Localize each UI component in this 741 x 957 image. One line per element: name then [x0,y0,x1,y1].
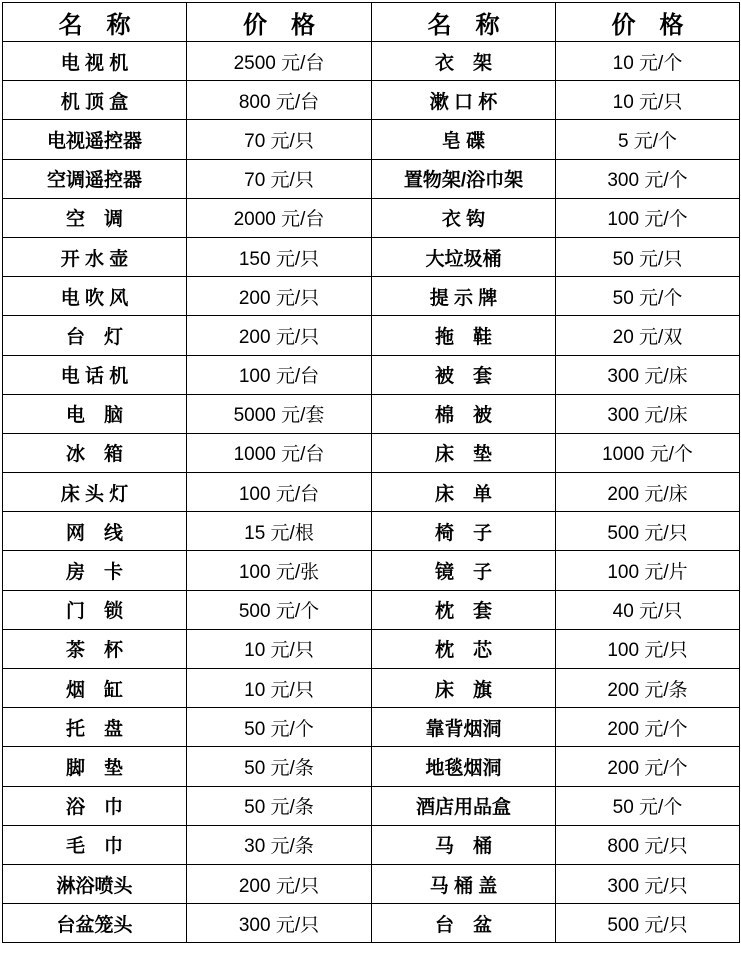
item-price-left: 150 元/只 [187,237,372,276]
table-row [3,120,740,159]
item-name-left: 房 卡 [3,551,187,590]
item-price-right: 100 元/只 [556,629,740,668]
item-price-right: 10 元/只 [556,81,740,120]
table-row [3,825,740,864]
item-name-right: 床 旗 [372,669,556,708]
item-price-right: 10 元/个 [556,42,740,81]
header-name-left: 名 称 [3,3,187,42]
table-row [3,159,740,198]
item-price-right: 300 元/个 [556,159,740,198]
item-price-right: 800 元/只 [556,825,740,864]
table-row [3,42,740,81]
item-price-right: 300 元/只 [556,864,740,903]
table-row [3,747,740,786]
item-name-right: 衣 架 [372,42,556,81]
item-name-left: 空调遥控器 [3,159,187,198]
item-name-left: 台盆笼头 [3,904,187,943]
item-price-right: 40 元/只 [556,590,740,629]
item-name-left: 机 顶 盒 [3,81,187,120]
item-name-right: 椅 子 [372,512,556,551]
item-price-right: 500 元/只 [556,904,740,943]
item-name-left: 台 灯 [3,316,187,355]
item-name-right: 酒店用品盒 [372,786,556,825]
item-price-right: 50 元/只 [556,237,740,276]
item-price-right: 5 元/个 [556,120,740,159]
item-name-right: 枕 芯 [372,629,556,668]
header-price-right: 价 格 [556,3,740,42]
item-price-right: 50 元/个 [556,277,740,316]
table-body [3,42,740,943]
item-price-left: 2500 元/台 [187,42,372,81]
table-row [3,433,740,472]
item-name-right: 枕 套 [372,590,556,629]
header-name-right: 名 称 [372,3,556,42]
item-name-right: 地毯烟洞 [372,747,556,786]
item-name-left: 电 话 机 [3,355,187,394]
item-name-right: 马 桶 [372,825,556,864]
item-price-left: 30 元/条 [187,825,372,864]
item-price-left: 2000 元/台 [187,198,372,237]
item-price-left: 70 元/只 [187,159,372,198]
header-row [3,3,740,42]
item-name-left: 托 盘 [3,708,187,747]
item-name-right: 被 套 [372,355,556,394]
table-row [3,394,740,433]
item-name-right: 床 垫 [372,433,556,472]
item-price-right: 500 元/只 [556,512,740,551]
header-price-left: 价 格 [187,3,372,42]
item-name-left: 脚 垫 [3,747,187,786]
item-price-left: 50 元/条 [187,786,372,825]
item-name-left: 冰 箱 [3,433,187,472]
item-price-right: 200 元/条 [556,669,740,708]
item-name-right: 床 单 [372,473,556,512]
table-row [3,316,740,355]
table-row [3,473,740,512]
item-name-right: 漱 口 杯 [372,81,556,120]
item-price-right: 200 元/个 [556,747,740,786]
item-name-left: 空 调 [3,198,187,237]
item-price-right: 200 元/床 [556,473,740,512]
item-price-left: 800 元/台 [187,81,372,120]
item-name-left: 浴 巾 [3,786,187,825]
item-price-right: 100 元/片 [556,551,740,590]
item-price-left: 100 元/台 [187,473,372,512]
item-name-left: 电 视 机 [3,42,187,81]
item-name-right: 马 桶 盖 [372,864,556,903]
item-name-right: 靠背烟洞 [372,708,556,747]
item-name-left: 淋浴喷头 [3,864,187,903]
item-price-left: 200 元/只 [187,277,372,316]
item-price-left: 200 元/只 [187,864,372,903]
item-price-left: 5000 元/套 [187,394,372,433]
item-name-left: 开 水 壶 [3,237,187,276]
table-row [3,590,740,629]
table-row [3,237,740,276]
item-name-left: 网 线 [3,512,187,551]
item-price-right: 20 元/双 [556,316,740,355]
item-name-left: 门 锁 [3,590,187,629]
item-price-left: 500 元/个 [187,590,372,629]
table-row [3,277,740,316]
item-price-left: 50 元/条 [187,747,372,786]
item-name-left: 电 脑 [3,394,187,433]
item-price-left: 100 元/张 [187,551,372,590]
item-price-left: 100 元/台 [187,355,372,394]
item-price-left: 300 元/只 [187,904,372,943]
item-price-left: 1000 元/台 [187,433,372,472]
item-name-right: 镜 子 [372,551,556,590]
item-price-left: 10 元/只 [187,669,372,708]
table-row [3,81,740,120]
item-name-right: 棉 被 [372,394,556,433]
item-name-right: 台 盆 [372,904,556,943]
item-price-right: 200 元/个 [556,708,740,747]
table-row [3,512,740,551]
item-name-left: 电 吹 风 [3,277,187,316]
item-name-left: 烟 缸 [3,669,187,708]
table-row [3,669,740,708]
item-price-right: 100 元/个 [556,198,740,237]
item-name-right: 衣 钩 [372,198,556,237]
item-price-right: 300 元/床 [556,355,740,394]
table-row [3,786,740,825]
item-name-right: 拖 鞋 [372,316,556,355]
item-name-left: 毛 巾 [3,825,187,864]
item-name-left: 茶 杯 [3,629,187,668]
item-name-right: 置物架/浴巾架 [372,159,556,198]
table-row [3,551,740,590]
item-price-left: 15 元/根 [187,512,372,551]
item-name-right: 提 示 牌 [372,277,556,316]
item-name-left: 电视遥控器 [3,120,187,159]
item-name-left: 床 头 灯 [3,473,187,512]
table-row [3,904,740,943]
table-row [3,355,740,394]
item-price-right: 300 元/床 [556,394,740,433]
item-price-right: 1000 元/个 [556,433,740,472]
table-row [3,708,740,747]
table-row [3,198,740,237]
item-price-left: 50 元/个 [187,708,372,747]
item-price-left: 200 元/只 [187,316,372,355]
item-price-left: 70 元/只 [187,120,372,159]
price-table [2,2,740,943]
item-name-right: 皂 碟 [372,120,556,159]
item-price-left: 10 元/只 [187,629,372,668]
table-header [3,3,740,42]
table-row [3,629,740,668]
item-name-right: 大垃圾桶 [372,237,556,276]
table-row [3,864,740,903]
item-price-right: 50 元/个 [556,786,740,825]
